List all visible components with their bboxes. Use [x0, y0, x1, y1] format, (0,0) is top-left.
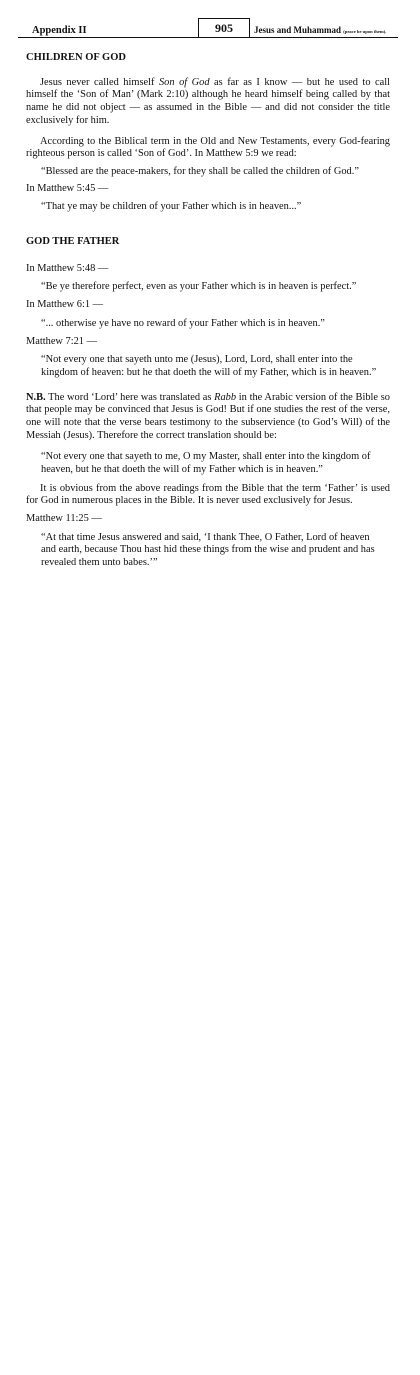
reference-matthew-11-25: Matthew 11:25 — [26, 513, 102, 525]
heading-children-of-god: CHILDREN OF GOD [26, 52, 126, 63]
header-book-title [254, 25, 386, 36]
son-of-god-emphasis: Son of God [158, 76, 210, 88]
header-rule [18, 37, 398, 38]
header-section-title: Appendix II [32, 25, 87, 36]
page-header [18, 18, 398, 38]
paragraph-son-of-man-text-1: Jesus never called himself [40, 76, 159, 88]
nota-bene-text-1: The word ‘Lord’ here was translated as [45, 391, 215, 403]
header-book-title-honorific: (peace be upon them). [343, 29, 387, 34]
paragraph-son-of-man-text-2: as far as I know — but he used to call himself the ‘Son of Man’ (Mark 2:10) although he heard himself being called by that name he did not object — as assumed in the Bible — and did not consider the title exclusively for him. [26, 76, 391, 126]
nota-bene-paragraph [26, 392, 390, 443]
paragraph-biblical-term: According to the Biblical term in the Old and New Testaments, every God-fearing righteous person is called ‘Son of God’. In Matthew 5:9 we read: [26, 135, 390, 160]
reference-matthew-5-48: In Matthew 5:48 — [26, 262, 109, 274]
page-body [26, 52, 390, 570]
rabb-emphasis: Rabb [214, 391, 237, 403]
quote-be-perfect: “Be ye therefore perfect, even as your Father which is in heaven is perfect.” [41, 281, 357, 293]
quote-no-reward: “... otherwise ye have no reward of your Father which is in heaven.” [41, 317, 325, 329]
quote-not-every-one-master: “Not every one that sayeth to me, O my Master, shall enter into the kingdom of heaven, but he that doeth the will of my Father which is in heaven.” [41, 451, 371, 476]
quote-children-of-father: “That ye may be children of your Father which is in heaven...” [41, 201, 302, 213]
nota-bene-text-2: in the Arabic version of the Bible so that people may be convinced that Jesus is God! But if one studies the rest of the verse, one will note that the verse bears testimony to the subservience (to God’s Will) of the Messiah (Jesus). Therefore the correct translation should be: [26, 391, 390, 441]
reference-matthew-5-45: In Matthew 5:45 — [26, 182, 109, 194]
page-number: 905 [198, 18, 250, 38]
paragraph-son-of-man [26, 77, 390, 128]
nota-bene-label: N.B. [26, 391, 46, 403]
reference-matthew-7-21: Matthew 7:21 — [26, 335, 97, 347]
quote-thank-thee-father: “At that time Jesus answered and said, ‘I thank Thee, O Father, Lord of heaven and earth, because Thou hast hid these things from the wise and prudent and has revealed them unto babes.’” [41, 531, 375, 569]
quote-not-every-one-lord: “Not every one that sayeth unto me (Jesus), Lord, Lord, shall enter into the kingdom of heaven: but he that doeth the will of my Father, which is in heaven.” [41, 354, 377, 378]
reference-matthew-6-1: In Matthew 6:1 — [26, 299, 104, 311]
quote-peace-makers: “Blessed are the peace-makers, for they shall be called the children of God.” [41, 165, 359, 177]
paragraph-conclusion: It is obvious from the above readings from the Bible that the term ‘Father’ is used for God in numerous places in the Bible. It is never used exclusively for Jesus. [26, 482, 390, 507]
heading-god-the-father: GOD THE FATHER [26, 235, 120, 247]
header-book-title-main: Jesus and Muhammad [254, 25, 342, 35]
